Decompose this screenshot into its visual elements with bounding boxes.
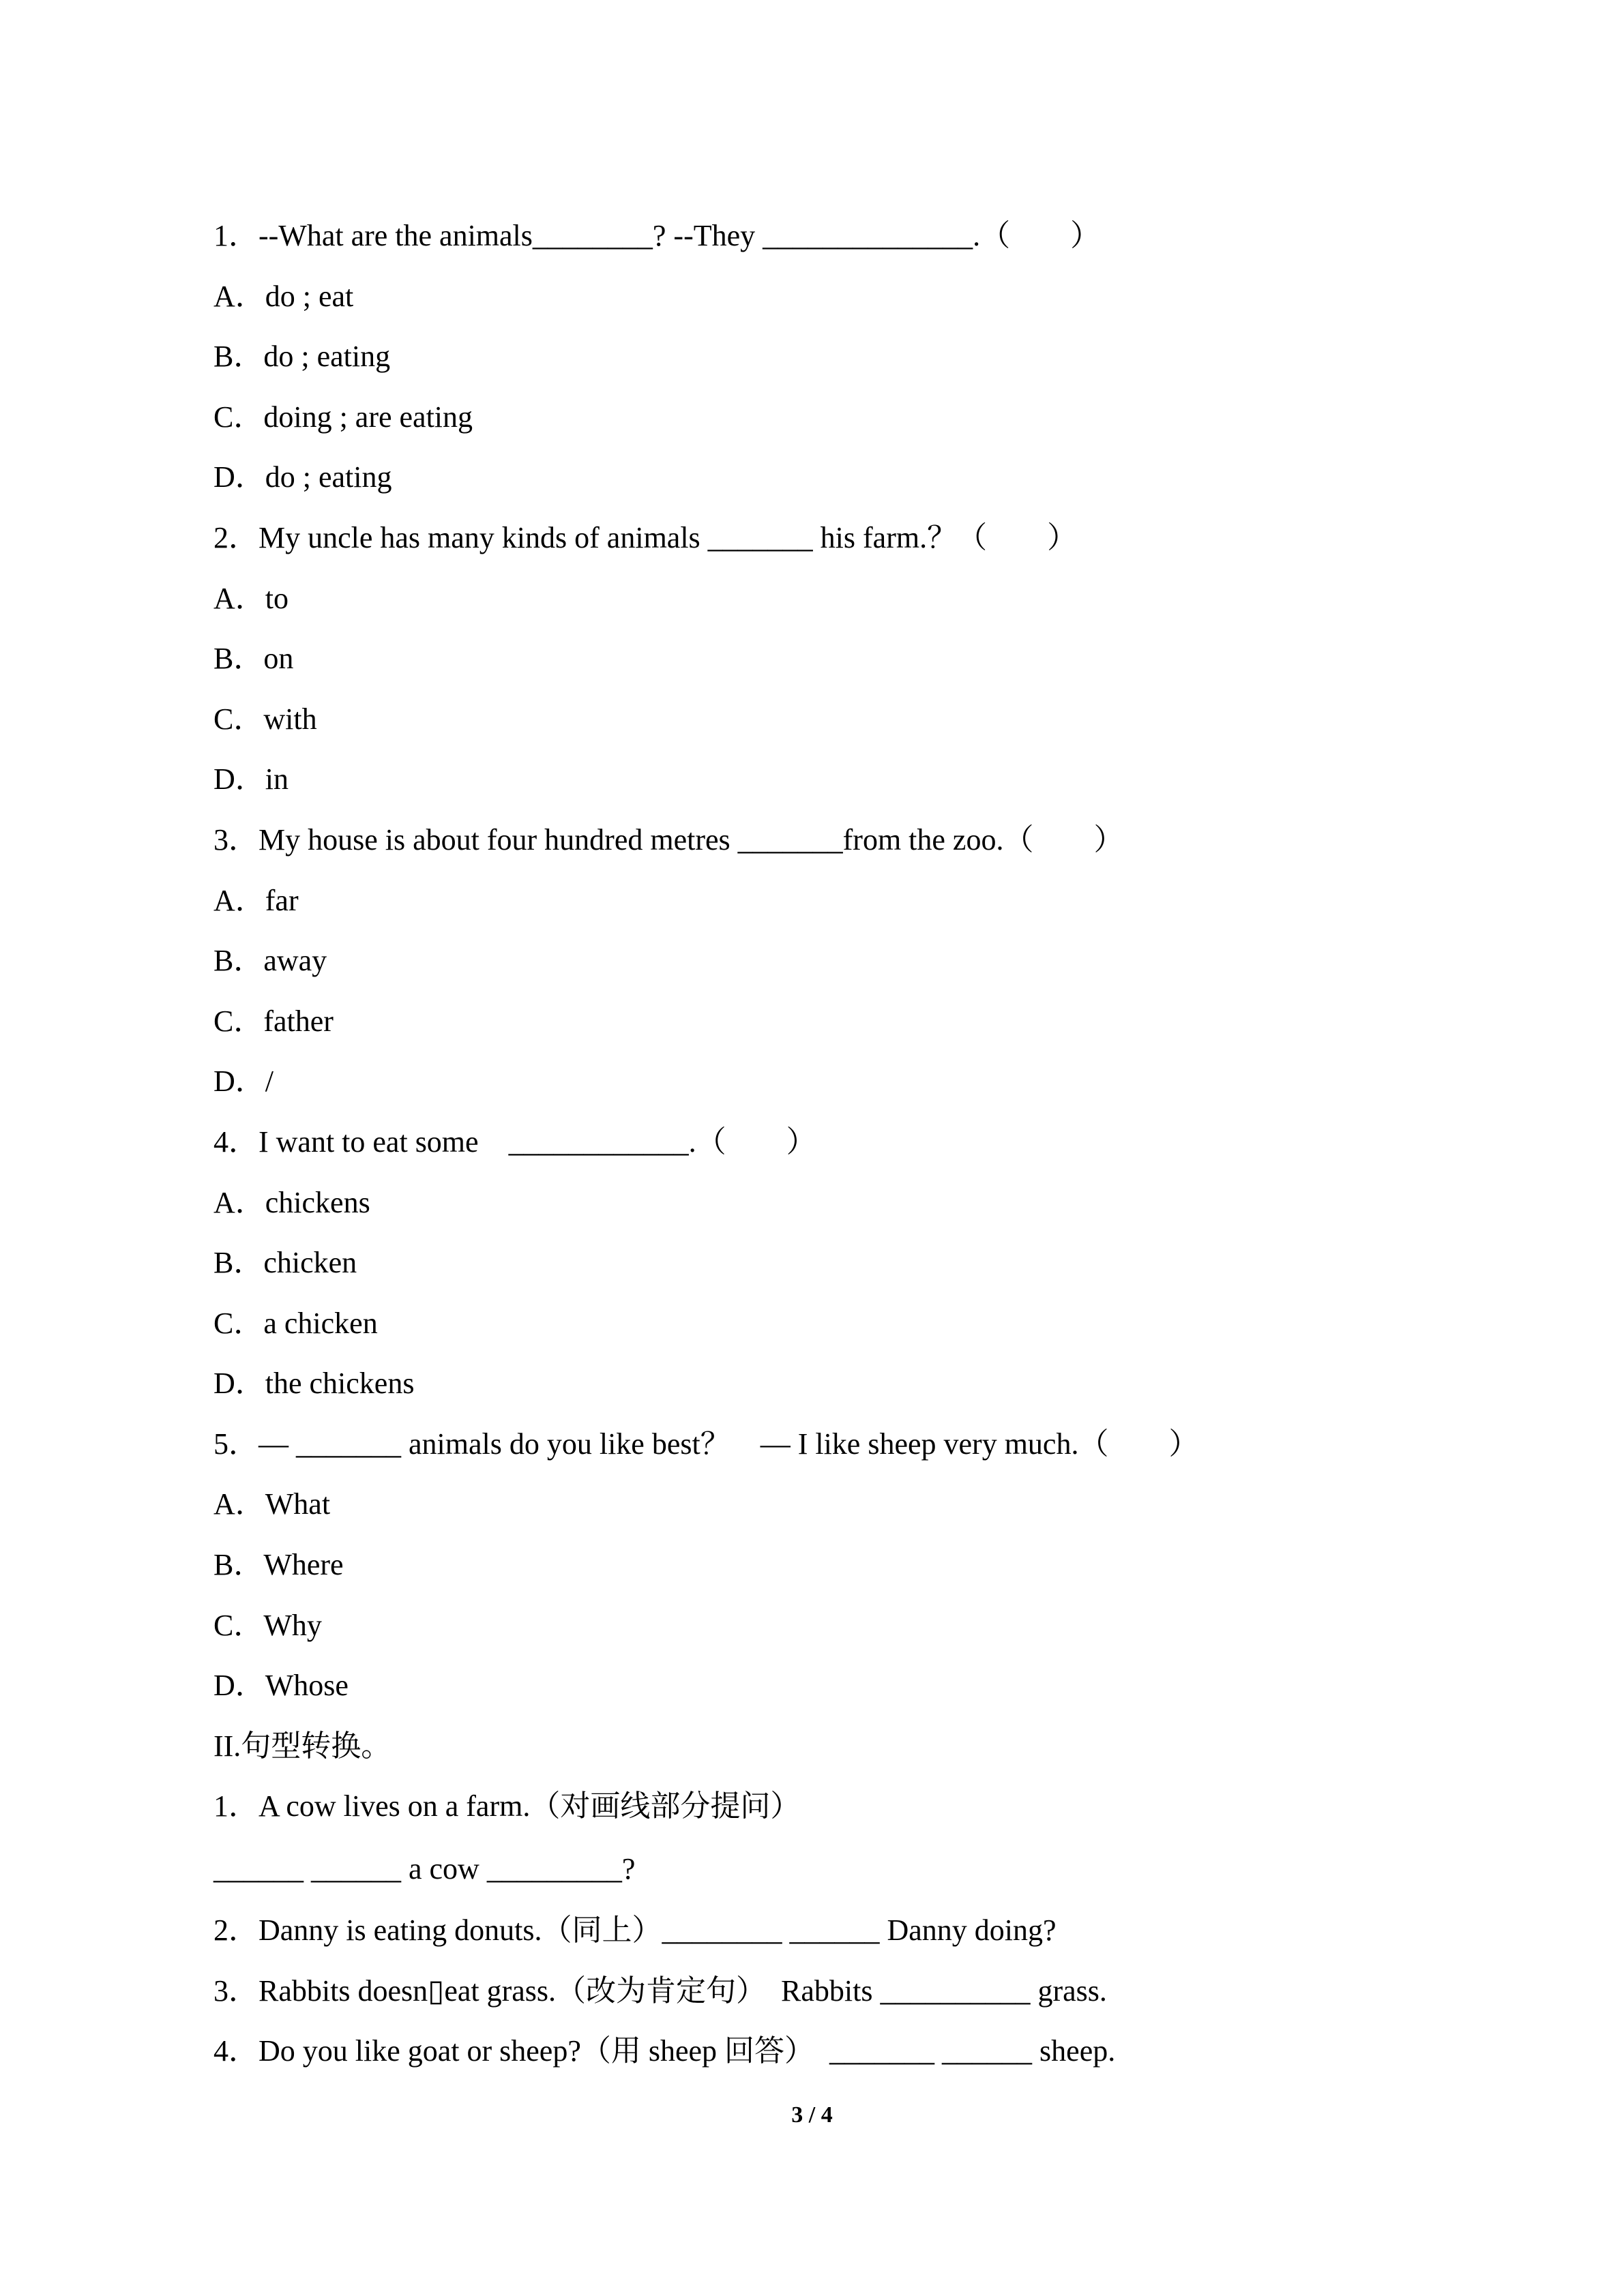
q1-option-d: D．do ; eating: [213, 460, 392, 494]
q2-option-c: C．with: [213, 702, 317, 736]
q3-option-b: B．away: [213, 944, 327, 978]
transform-item-4: 4．Do you like goat or sheep?（用 sheep 回答） _______ ______ sheep.: [213, 2034, 1116, 2068]
question-1: 1．--What are the animals________? --They ______________.（ ）: [213, 219, 1101, 252]
transform-item-1: 1．A cow lives on a farm.（对画线部分提问）: [213, 1789, 801, 1823]
question-2: 2．My uncle has many kinds of animals _______ his farm.？（ ）: [213, 520, 1078, 554]
q2-option-a: A．to: [213, 581, 289, 615]
question-4: 4．I want to eat some ____________.（ ）: [213, 1124, 816, 1159]
q1-option-b: B．do ; eating: [213, 340, 391, 374]
transform-item-3: 3．Rabbits doesn▯eat grass.（改为肯定句） Rabbits __________ grass.: [213, 1973, 1107, 2008]
q5-option-c: C．Why: [213, 1608, 322, 1642]
q4-option-d: D．the chickens: [213, 1367, 415, 1401]
q3-option-c: C．father: [213, 1004, 334, 1038]
q5-option-b: B．Where: [213, 1548, 344, 1582]
q1-option-c: C．doing ; are eating: [213, 400, 473, 434]
q3-option-d: D．/: [213, 1064, 274, 1099]
q4-option-a: A．chickens: [213, 1185, 370, 1219]
worksheet-content: [213, 206, 1509, 2082]
q5-option-d: D．Whose: [213, 1669, 349, 1703]
page-number: 3 / 4: [791, 2102, 833, 2128]
q1-option-a: A．do ; eat: [213, 279, 354, 313]
question-5: 5．— _______ animals do you like best？ — I like sheep very much.（ ）: [213, 1427, 1199, 1461]
section-heading: II.句型转换。: [213, 1729, 392, 1763]
q2-option-b: B．on: [213, 642, 294, 676]
question-3: 3．My house is about four hundred metres _______from the zoo.（ ）: [213, 822, 1124, 856]
transform-item-1-blanks: ______ ______ a cow _________?: [213, 1852, 636, 1886]
q2-option-d: D．in: [213, 762, 289, 796]
q3-option-a: A．far: [213, 883, 299, 917]
q4-option-b: B．chicken: [213, 1246, 357, 1280]
q5-option-a: A．What: [213, 1487, 331, 1521]
q4-option-c: C．a chicken: [213, 1306, 378, 1340]
transform-item-2: 2．Danny is eating donuts.（同上）________ ______ Danny doing?: [213, 1913, 1057, 1948]
